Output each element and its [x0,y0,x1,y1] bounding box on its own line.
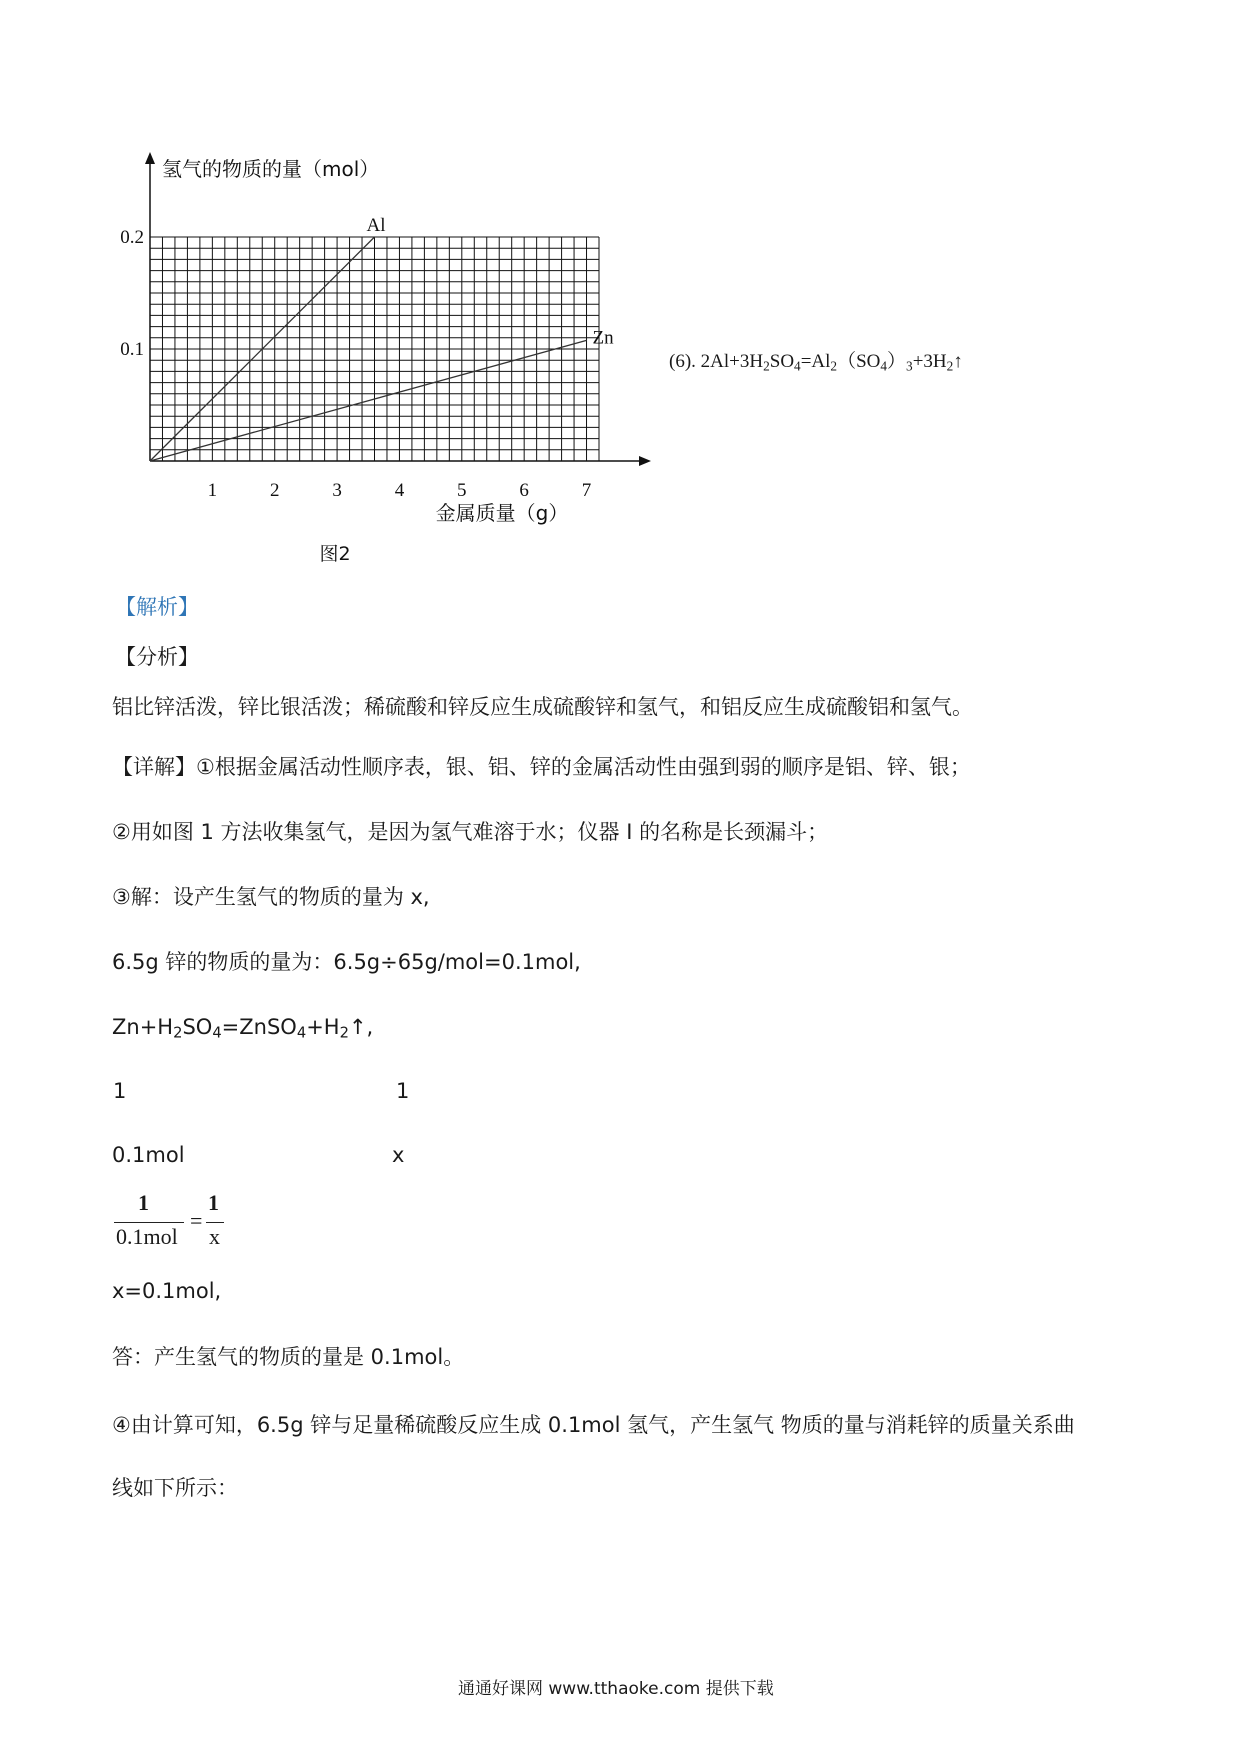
y-axis-arrow-icon [145,152,155,164]
x-tick-label: 6 [519,480,529,501]
fraction-equals: = [190,1208,203,1233]
jiexi-heading: 【解析】 [115,595,199,619]
detail-step-1: 【详解】①根据金属活动性顺序表，银、铝、锌的金属活动性由强到弱的顺序是铝、锌、银； [112,755,971,779]
x-tick-label: 5 [457,480,467,501]
fraction-left-denominator: 0.1mol [116,1224,178,1249]
y-tick-label: 0.1 [120,339,144,360]
chart-grid [150,237,599,461]
fraction-left-numerator: 1 [138,1190,149,1215]
fenxi-heading: 【分析】 [115,645,199,669]
reaction-equation: $Zn+H_2SO_4=ZnSO_4+H_2↑$, [112,1015,374,1042]
series-line-zn [150,340,587,461]
ratio-coef-zn: 1 [113,1079,127,1103]
answer-statement: 答：产生氢气的物质的量是 0.1mol。 [112,1345,465,1369]
series-label-zn: Zn [592,327,614,349]
series-label-al: Al [366,215,386,236]
ratio-coef-h2: 1 [396,1079,410,1103]
fraction-right-bar [206,1222,224,1223]
page-footer: 通通好课网 www.tthaoke.com 提供下载 [458,1679,774,1699]
y-axis-title: 氢气的物质的量（mol） [162,157,380,181]
fraction-left-bar [114,1222,184,1223]
figure-caption: 图2 [319,543,351,565]
detail-moles-zinc: 6.5g 锌的物质的量为：6.5g÷65g/mol=0.1mol, [112,950,581,974]
detail-step-4-line2: 线如下所示： [112,1476,238,1500]
ratio-amount-h2: x [392,1143,405,1167]
x-tick-label: 7 [581,480,592,501]
x-tick-label: 4 [394,480,405,501]
chart-labels [120,157,614,565]
detail-step-2: ②用如图 1 方法收集氢气，是因为氢气难溶于水；仪器 I 的名称是长颈漏斗； [112,820,829,844]
ratio-amount-zn: 0.1mol [112,1143,185,1167]
x-tick-label: 1 [207,480,218,501]
x-tick-label: 3 [332,480,342,501]
x-axis-title: 金属质量（g） [435,501,569,525]
detail-step-3: ③解：设产生氢气的物质的量为 x, [112,885,430,909]
chart-axes [145,152,651,466]
fraction-right-numerator: 1 [208,1190,219,1215]
hydrogen-vs-metal-mass-chart [100,150,660,570]
y-tick-label: 0.2 [120,227,144,248]
detail-step-4-line1: ④由计算可知，6.5g 锌与足量稀硫酸反应生成 0.1mol 氢气，产生氢气 物质的量与消耗锌的质量关系曲 [112,1413,1075,1437]
x-tick-label: 2 [269,480,280,501]
answer-6-equation: (6). $2Al+3H_2SO_4=Al_2(SO_4)_3+3H_2↑$ [669,351,963,374]
analysis-text: 铝比锌活泼，锌比银活泼；稀硫酸和锌反应生成硫酸锌和氢气，和铝反应生成硫酸铝和氢气。 [112,695,973,719]
fraction-right-denominator: x [209,1224,220,1249]
result-x: x=0.1mol, [112,1279,222,1303]
x-axis-arrow-icon [639,456,651,466]
